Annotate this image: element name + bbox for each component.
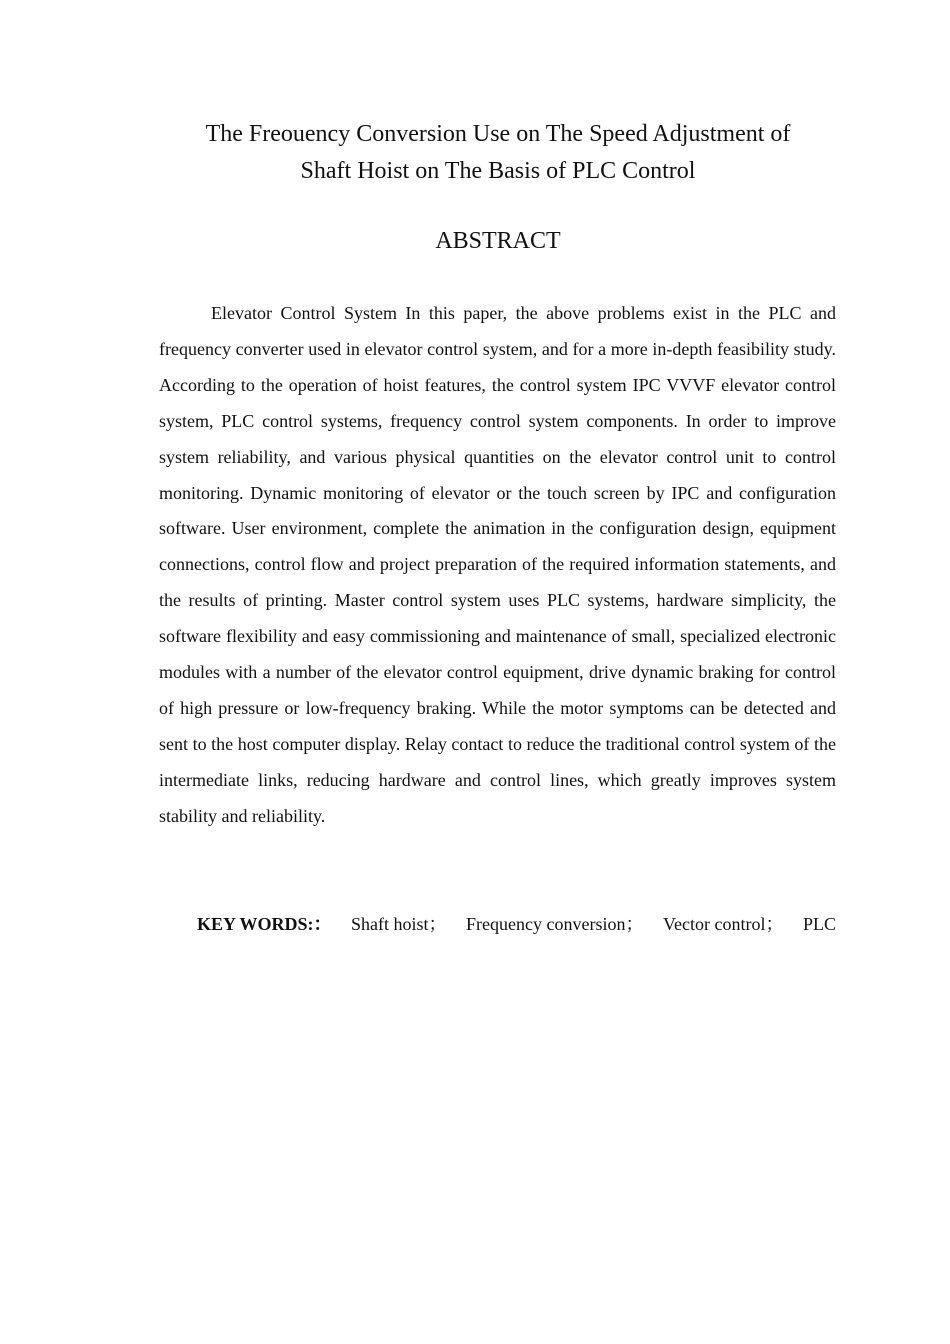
abstract-body: Elevator Control System In this paper, the above problems exist in the PLC and frequency converter used in elevator control system, and for a more in-depth feasibility study. According to the operation of hoist features, the control system IPC VVVF elevator control system, PLC control systems, frequency control system components. In order to improve system reliability, and various physical quantities on the elevator control unit to control monitoring. Dynamic monitoring of elevator or the touch screen by IPC and configuration software. User environment, complete the animation in the configuration design, equipment connections, control flow and project preparation of the required information statements, and the results of printing. Master control system uses PLC systems, hardware simplicity, the software flexibility and easy commissioning and maintenance of small, specialized electronic modules with a number of the elevator control equipment, drive dynamic braking for control of high pressure or low-frequency braking. While the motor symptoms can be detected and sent to the host computer display. Relay contact to reduce the traditional control system of the intermediate links, reducing hardware and control lines, which greatly improves system stability and reliability.: [159, 303, 836, 826]
keywords-line: [197, 910, 836, 938]
keywords-label: KEY WORDS:：: [197, 914, 332, 934]
paper-title-line-1: The Freouency Conversion Use on The Speed Adjustment of: [205, 121, 791, 147]
keyword-item: PLC: [802, 914, 836, 934]
keyword-item: Vector control；: [663, 914, 784, 934]
abstract-heading: ABSTRACT: [435, 228, 561, 254]
keyword-item: Shaft hoist；: [351, 914, 447, 934]
keyword-item: Frequency conversion；: [466, 914, 644, 934]
paper-title-line-2: Shaft Hoist on The Basis of PLC Control: [300, 158, 696, 184]
paper-title: [150, 116, 846, 190]
